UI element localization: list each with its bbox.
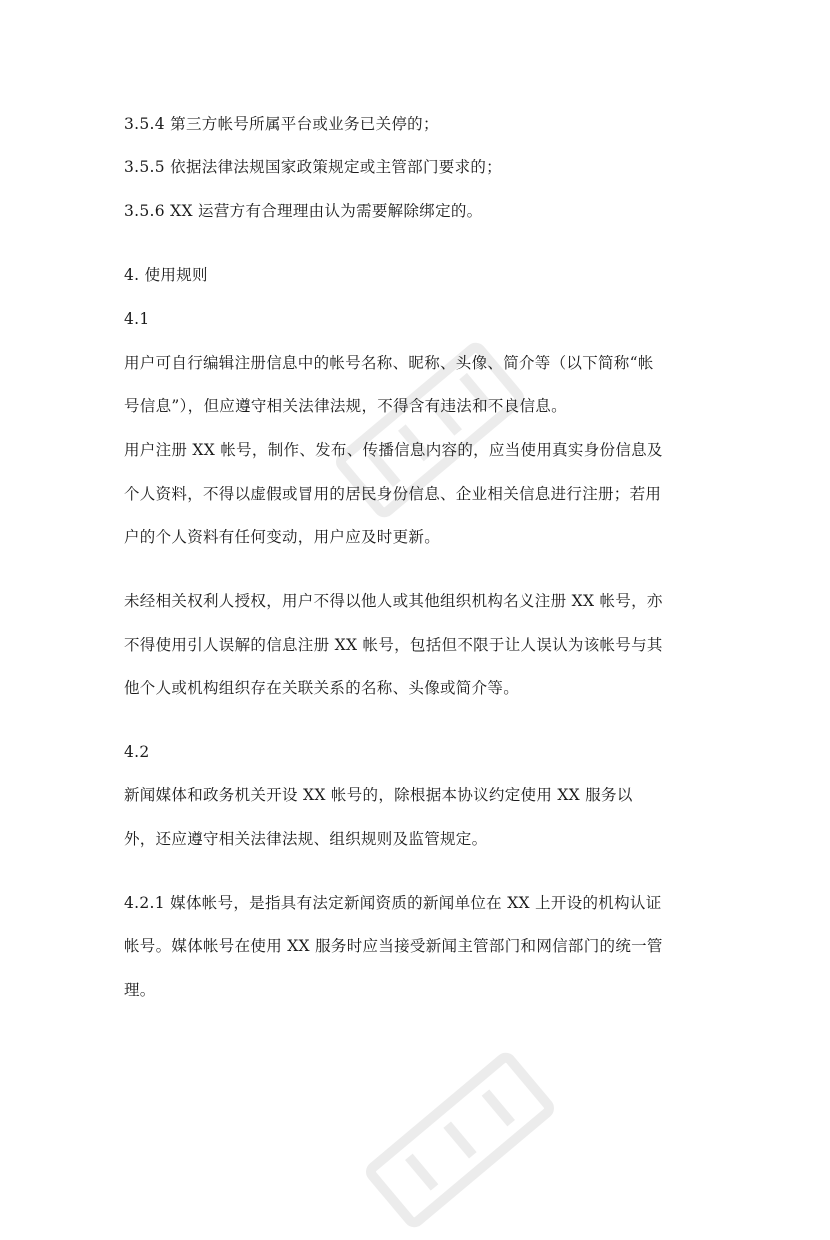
watermark-stamp-top <box>300 300 560 560</box>
section-4-1-number: 4.1 <box>124 310 150 328</box>
paragraph-line: 户的个人资料有任何变动，用户应及时更新。 <box>124 528 441 546</box>
paragraph-line: 个人资料，不得以虚假或冒用的居民身份信息、企业相关信息进行注册；若用 <box>124 485 662 503</box>
clause-4-2-1: 4.2.1 媒体帐号，是指具有法定新闻资质的新闻单位在 XX 上开设的机构认证 <box>124 894 662 912</box>
paragraph-line: 用户注册 XX 帐号，制作、发布、传播信息内容的，应当使用真实身份信息及 <box>124 441 663 459</box>
paragraph-line: 未经相关权利人授权，用户不得以他人或其他组织机构名义注册 XX 帐号，亦 <box>124 592 663 610</box>
paragraph-line: 外，还应遵守相关法律法规、组织规则及监管规定。 <box>124 830 488 848</box>
watermark-stamp-bottom <box>330 1040 590 1240</box>
clause-3-5-4: 3.5.4 第三方帐号所属平台或业务已关停的； <box>124 115 439 133</box>
clause-3-5-5: 3.5.5 依据法律法规国家政策规定或主管部门要求的； <box>124 158 502 176</box>
section-4-2-number: 4.2 <box>124 743 150 761</box>
paragraph-line: 他个人或机构组织存在关联关系的名称、头像或简介等。 <box>124 679 520 697</box>
paragraph-line: 新闻媒体和政务机关开设 XX 帐号的，除根据本协议约定使用 XX 服务以 <box>124 786 633 804</box>
paragraph-line: 用户可自行编辑注册信息中的帐号名称、昵称、头像、简介等（以下简称“帐 <box>124 354 654 372</box>
paragraph-line: 不得使用引人误解的信息注册 XX 帐号，包括但不限于让人误认为该帐号与其 <box>124 636 663 654</box>
section-4-heading: 4. 使用规则 <box>124 266 208 284</box>
paragraph-line: 号信息”），但应遵守相关法律法规，不得含有违法和不良信息。 <box>124 397 567 415</box>
paragraph-line: 理。 <box>124 981 156 999</box>
clause-3-5-6: 3.5.6 XX 运营方有合理理由认为需要解除绑定的。 <box>124 202 483 220</box>
paragraph-line: 帐号。媒体帐号在使用 XX 服务时应当接受新闻主管部门和网信部门的统一管 <box>124 937 663 955</box>
